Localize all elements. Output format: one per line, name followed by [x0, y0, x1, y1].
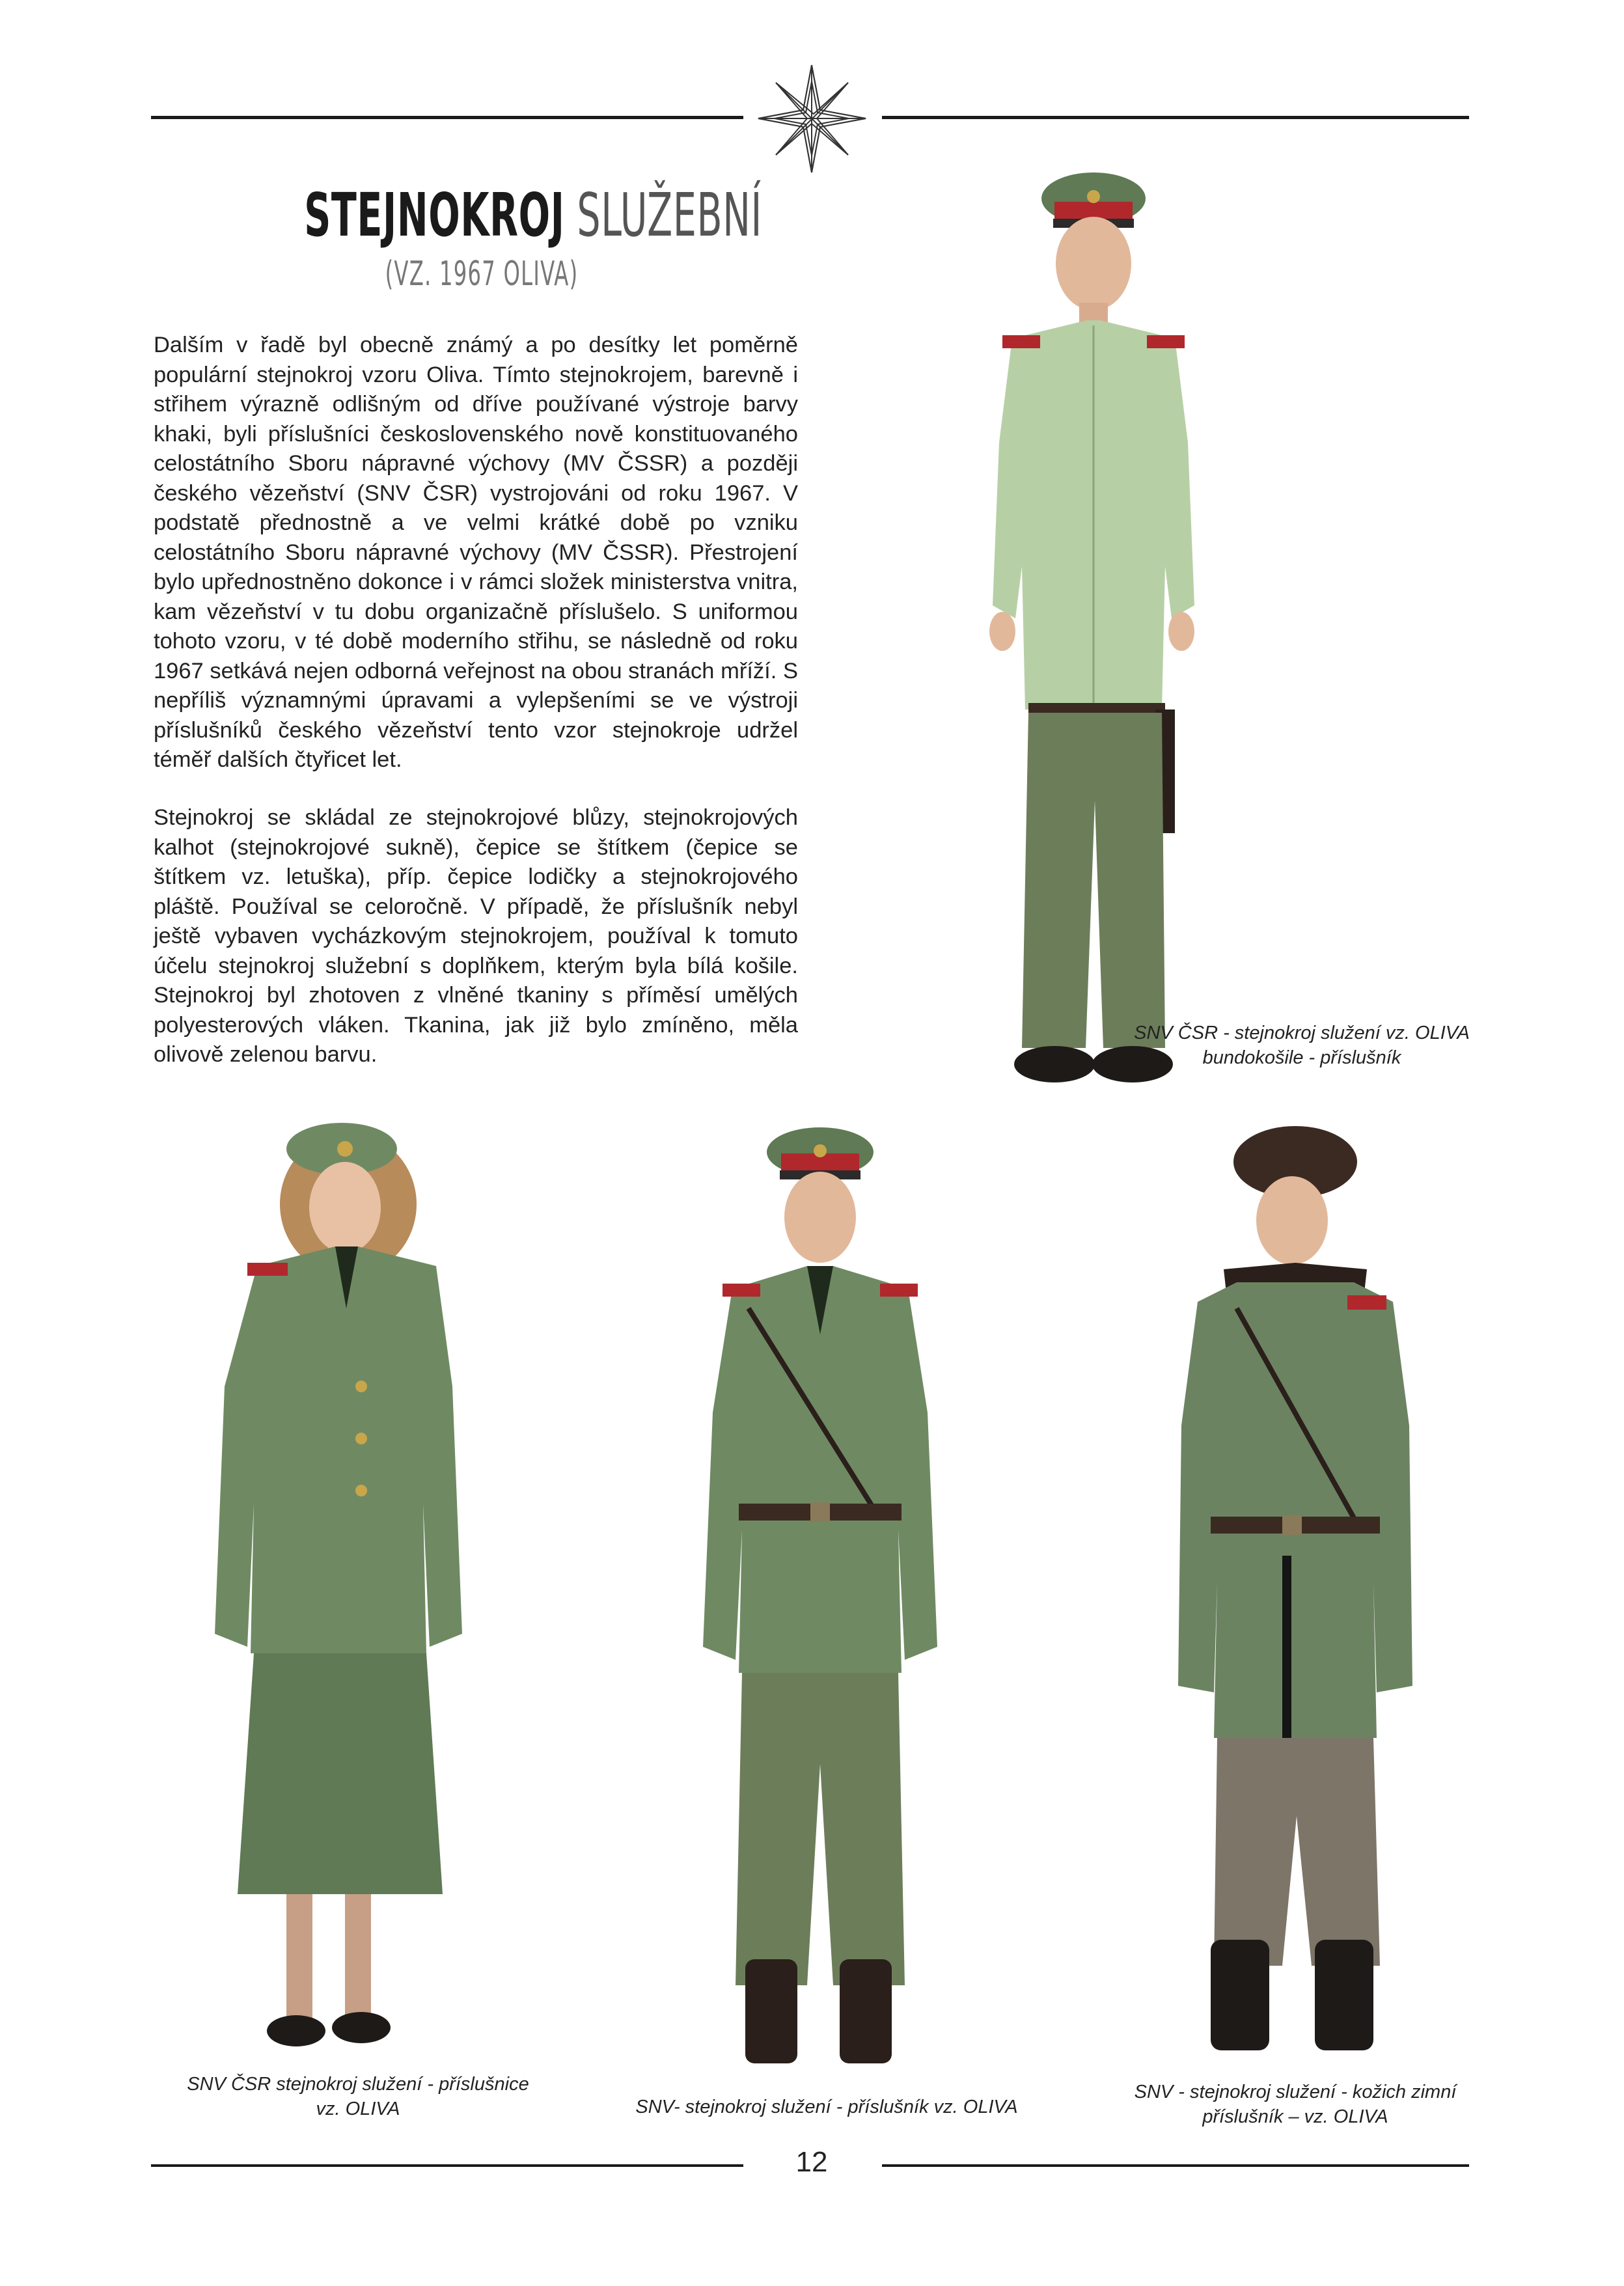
header-rule-right [882, 116, 1469, 119]
page-number: 12 [795, 2146, 828, 2178]
footer-rule-right [882, 2164, 1469, 2167]
page-title [304, 180, 762, 250]
title-thin: SLUŽEBNÍ [577, 180, 762, 250]
compass-star-icon [755, 62, 869, 176]
article-paragraph-1: Dalším v řadě byl obecně známý a po desítky let poměrně populární stejnokroj vzoru Oliva. Tímto stejnokrojem, barevně i střihem výrazně odlišným od dříve používané výstroje barvy khaki, byli příslušníci československého nově konstituovaného celostátního Sboru nápravné výchovy (MV ČSSR) a později českého vězeňství (SNV ČSR) vystrojováni od roku 1967. V podstatě přednostně a ve velmi krátké době po vzniku celostátního Sboru nápravné výchovy (MV ČSSR). Přestrojení bylo upřednostněno dokonce i v rámci složek ministerstva vnitra, kam vězeňství v tu dobu organizačně příslušelo. S uniformou tohoto vzoru, v té době moderního střihu, se následně od roku 1967 setkává nejen odborná veřejnost na obou stranách mříží. S nepříliš významnými úpravami a vylepšeními se ve výstroji příslušníků českého vězeňství tento vzor stejnokroje udržel téměř dalších čtyřicet let. [154, 333, 798, 772]
caption-bottom-right [1067, 2080, 1523, 2129]
article-paragraph-2: Stejnokroj se skládal ze stejnokrojové blůzy, stejnokrojových kalhot (stejnokrojové sukně), čepice se štítkem (čepice se štítkem vz. letuška), příp. čepice lodičky a stejnokrojového pláště. Používal se celoročně. V případě, že příslušník nebyl ještě vybaven vycházkovým stejnokrojem, používal k tomuto účelu stejnokroj služební s doplňkem, kterým byla bílá košile. Stejnokroj byl zhotoven z vlněné tkaniny s příměsí umělých polyesterových vláken. Tkanina, jak již bylo zmíněno, měla olivově zelenou barvu. [154, 805, 798, 1067]
page-subtitle: (VZ. 1967 OLIVA) [385, 255, 579, 294]
caption-bottom-right-line-2: příslušník – vz. OLIVA [1202, 2106, 1388, 2127]
caption-bottom-right-line-1: SNV - stejnokroj služení - kožich zimní [1134, 2082, 1457, 2102]
caption-top-right [1067, 1021, 1536, 1070]
caption-bottom-center-line-1: SNV- stejnokroj služení - příslušník vz. OLIVA [635, 2097, 1018, 2117]
caption-bottom-left [117, 2072, 599, 2121]
title-bold: STEJNOKROJ [304, 180, 565, 250]
header-rule-left [151, 116, 743, 119]
caption-bottom-left-line-2: vz. OLIVA [316, 2099, 400, 2119]
caption-top-right-line-2: bundokošile - příslušník [1202, 1047, 1401, 1068]
caption-top-right-line-1: SNV ČSR - stejnokroj služení vz. OLIVA [1134, 1023, 1470, 1043]
figure-uniform-shirt [957, 150, 1230, 1087]
figure-uniform-jacket [677, 1113, 963, 2083]
caption-bottom-left-line-1: SNV ČSR stejnokroj služení - příslušnice [187, 2074, 529, 2095]
page-heading [195, 180, 768, 294]
figure-uniform-woman [195, 1113, 482, 2070]
figure-uniform-winter-coat [1152, 1113, 1438, 2070]
footer-rule-left [151, 2164, 743, 2167]
caption-bottom-center [586, 2095, 1067, 2119]
